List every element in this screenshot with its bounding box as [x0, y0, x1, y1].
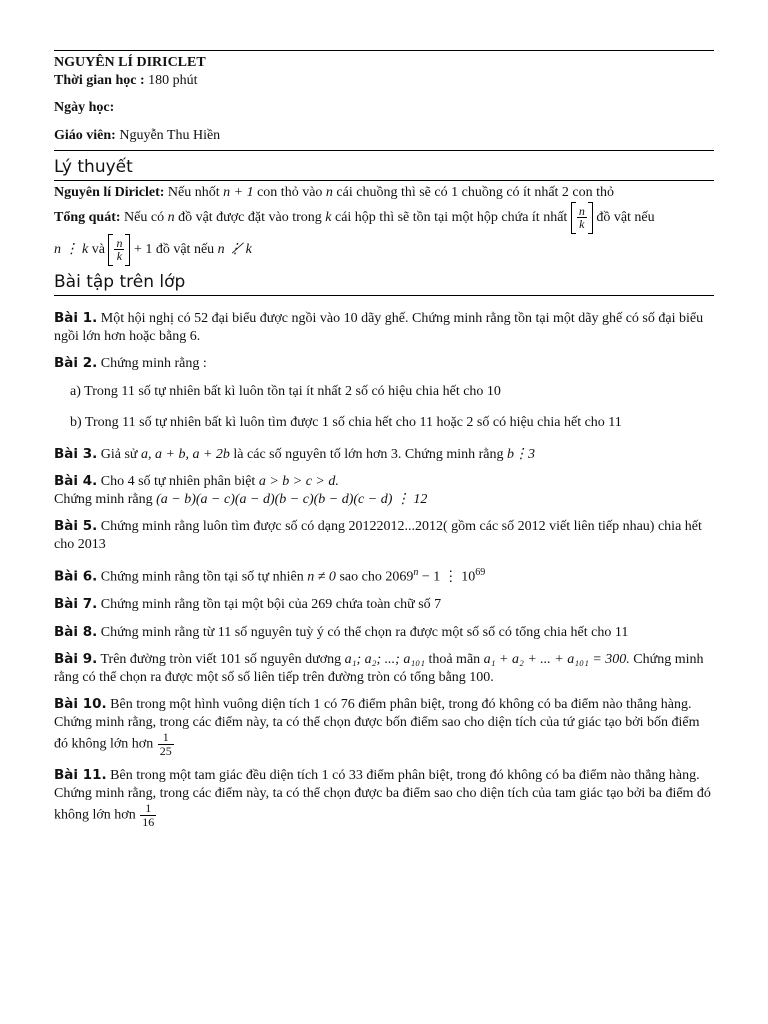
exercises-heading: Bài tập trên lớp	[54, 272, 714, 296]
problem-11: Bài 11. Bên trong một tam giác đều diện tích 1 có 33 điểm phân biệt, trong đó không có ba điểm nào thẳng hàng. Chứng minh rằng, trong các điểm này, ta có thể chọn được ba điểm sao cho diện tích của tam giác tạo bởi ba điểm đó không lớn hơn $\frac{1}{16}$	[54, 767, 711, 829]
problem-8: Bài 8. Chứng minh rằng từ 11 số nguyên tuỳ ý có thể chọn ra được một số số có tổng chia hết cho 11	[54, 623, 629, 640]
problem-2: Bài 2. Chứng minh rằng :	[54, 355, 207, 371]
time-label: Thời gian học :	[54, 72, 145, 88]
ceil-bracket-left	[571, 202, 576, 234]
fraction-1-over-16: $\frac{1}{16}$	[142, 801, 155, 829]
study-time	[54, 72, 714, 90]
header-rule	[54, 150, 714, 151]
problem-1: Bài 1. Một hội nghị có 52 đại biểu được ngồi vào 10 dãy ghế. Chứng minh rằng tồn tại một dãy ghế có số đại biểu ngồi lớn hơn hoặc bằng 6.	[54, 310, 704, 344]
floor-bracket-left	[108, 234, 113, 266]
fraction-1-over-25: $\frac{1}{25}$	[159, 730, 172, 758]
teacher-name: Nguyễn Thu Hiền	[119, 127, 221, 143]
document-page	[54, 50, 714, 829]
problem-4: Bài 4. Cho 4 số tự nhiên phân biệt a > b > c > d. Chứng minh rằng (a − b)(a − c)(a − d)(b − c)(b − d)(c − d) ⋮ 12	[54, 473, 428, 507]
teacher-label: Giáo viên:	[54, 127, 116, 143]
study-date-label: Ngày học:	[54, 100, 115, 115]
theory-section	[54, 184, 714, 266]
dirichlet-principle: Nguyên lí Diriclet: Nếu nhốt n + 1 con thỏ vào n cái chuồng thì sẽ có 1 chuồng có ít nhất 2 con thỏ	[54, 185, 615, 201]
problem-6: Bài 6. Chứng minh rằng tồn tại số tự nhiên n ≠ 0 sao cho 2069$^n$ − 1 ⋮ $10^{69}$	[54, 567, 486, 585]
problem-9: Bài 9. Trên đường tròn viết 101 số nguyên dương a₁; a₂; ...; a₁₀₁ thoả mãn a₁ + a₂ + ... + a₁₀₁ = 300. Chứng minh rằng có thể chọn ra được một số số liên tiếp trên đường tròn có tổng bằng 100.	[54, 651, 704, 685]
teacher	[54, 127, 714, 151]
ceil-bracket-right	[588, 202, 593, 234]
document-title: NGUYÊN LÍ DIRICLET	[54, 55, 206, 70]
fraction-n-over-k: $\frac{n}{k}$	[578, 203, 585, 232]
problem-7: Bài 7. Chứng minh rằng tồn tại một bội của 269 chứa toàn chữ số 7	[54, 596, 442, 613]
problem-2b: b) Trong 11 số tự nhiên bất kì luôn tìm được 1 số chia hết cho 11 hoặc 2 số có hiệu chia hết cho 11	[70, 415, 622, 430]
problem-5: Bài 5. Chứng minh rằng luôn tìm được số có dạng 20122012...2012( gồm các số 2012 viết liên tiếp nhau) chia hết cho 2013	[54, 518, 702, 552]
problem-2a: a) Trong 11 số tự nhiên bất kì luôn tồn tại ít nhất 2 số có hiệu chia hết cho 10	[70, 383, 501, 399]
fraction-n-over-k-2: $\frac{n}{k}$	[116, 235, 123, 264]
top-rule	[54, 50, 714, 51]
floor-bracket-right	[125, 234, 130, 266]
problem-3: Bài 3. Giả sử a, a + b, a + 2b là các số nguyên tố lớn hơn 3. Chứng minh rằng b⋮3	[54, 445, 535, 462]
general-principle: Tổng quát: Nếu có n đồ vật được đặt vào trong k cái hộp thì sẽ tồn tại một hộp chứa ít nhất $\frac{n}{k}$ đồ vật nếu n ⋮ k và $\frac{n}{k}$ + 1 đồ vật nếu n ⋮̸ k	[54, 202, 714, 266]
theory-heading: Lý thuyết	[54, 157, 714, 181]
time-value: 180 phút	[148, 72, 198, 88]
problem-10: Bài 10. Bên trong một hình vuông diện tích 1 có 76 điểm phân biệt, trong đó không có ba điểm nào thẳng hàng. Chứng minh rằng, trong các điểm này, ta có thể chọn được bốn điểm sao cho diện tích của tứ giác tạo bởi bốn điểm đó không lớn hơn $\frac{1}{25}$	[54, 696, 700, 758]
